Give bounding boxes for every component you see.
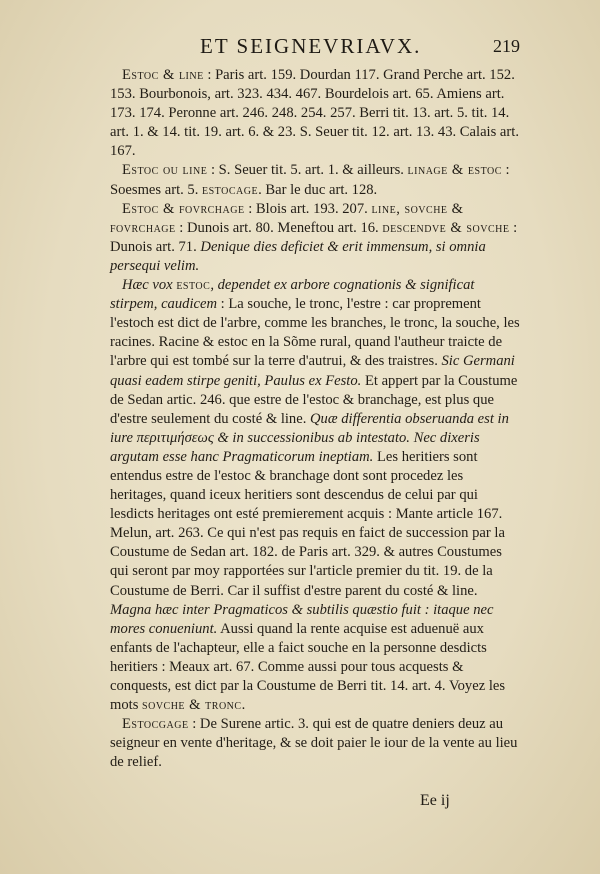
entry-term: line, sovche & fovrchage — [110, 200, 464, 236]
page-header — [110, 34, 520, 60]
running-head: ET SEIGNEVRIAVX. — [200, 34, 422, 58]
entry-term: descendve & sovche — [382, 219, 510, 236]
entry-term: Estocgage — [122, 716, 189, 733]
text-run: Et appert par la Coustume de Sedan artic. 246. que estre de l'estoc & branchage, est plus que d'estre seulement du costé & line. — [110, 372, 518, 427]
paragraph — [110, 715, 520, 772]
entry-term: estocage — [202, 181, 259, 198]
entry-term: Estoc & fovrchage — [122, 200, 245, 217]
text-run: : Blois art. 193. 207. — [244, 200, 372, 217]
latin-text: Denique dies deficiet & erit immensum, si omnia persequi velim. — [110, 238, 486, 274]
entry-term: linage & estoc — [407, 162, 502, 179]
paragraph — [110, 66, 520, 161]
text-run: : Dunois art. 80. Meneftou art. 16. — [175, 219, 383, 236]
paragraph — [110, 276, 520, 715]
signature-mark: Ee ij — [420, 792, 450, 809]
text-run: . — [241, 697, 246, 714]
text-run: Les heritiers sont entendus estre de l'estoc & branchage dont sont procedez les heritages, quand iceux heritiers sont descendus de celui par qui lesdicts heritages ont esté premierement acquis : Mante article 167. Melun, art. 263. Ce qui n'est pas requis en faict de succession par la Coustume de Sedan art. 182. de Paris art. 329. & autres Coustumes qui seront par moy rapportées sur l'article premier du tit. 19. de la Coustume de Berri. Car il suffist d'estre parent du costé & line. — [110, 448, 505, 599]
text-run: : Soesmes art. 5. — [110, 162, 510, 198]
latin-text: Magna hæc inter Pragmaticos & subtilis quæstio fuit : itaque nec mores conueniunt. — [110, 601, 494, 637]
text-run: Aussi quand la rente acquise est aduenuë aux enfants de l'achapteur, elle a faict souche en la personne desdicts heritiers : Meaux art. 67. Comme aussi pour tous acquests & conquests, est dict par la Coustume de Berri tit. 14. art. 4. Voyez les mots — [110, 620, 506, 714]
text-run: : De Surene artic. 3. qui est de quatre deniers deuz au seigneur en vente d'heritage, & se doit paier le iour de la vente au lieu de relief. — [110, 716, 518, 771]
body-text — [110, 66, 520, 772]
latin-text: Hæc vox — [122, 277, 177, 294]
text-run: : Dunois art. 71. — [110, 219, 518, 255]
latin-text: Quæ differentia obseruanda est in iure περιτιμήσεως & in successionibus ab intestato. Nec dixeris argutam esse hanc Pragmaticorum ineptiam. — [110, 410, 509, 465]
page-number: 219 — [493, 36, 520, 56]
text-run: : S. Seuer tit. 5. art. 1. & ailleurs. — [207, 162, 408, 179]
entry-term: Estoc ou line — [122, 162, 208, 179]
entry-term: Estoc & line — [122, 67, 204, 83]
paragraph — [110, 200, 520, 276]
latin-text: Sic Germani quasi eadem stirpe geniti, Paulus ex Festo. — [110, 353, 515, 389]
text-run: : La souche, le tronc, l'estre : car proprement l'estoch est dict de l'arbre, comme les branches, le tronc, la souche, les racines. Racine & estoc en la Sõme rural, quand l'autheur traicte de l'arbre qui est tombé sur la terre d'autrui, & des traistres. — [110, 296, 520, 370]
entry-term: estoc — [176, 277, 211, 294]
paragraph — [110, 161, 520, 199]
text-run: . Bar le duc art. 128. — [258, 181, 378, 198]
latin-text: , dependet ex arbore cognationis & significat stirpem, caudicem — [110, 277, 475, 313]
entry-term: sovche & tronc — [142, 697, 242, 714]
text-run: : Paris art. 159. Dourdan 117. Grand Perche art. 152. 153. Bourbonois, art. 323. 434. 467. Bourdelois art. 65. Amiens art. 173. 174. Peronne art. 246. 248. 254. 257. Berri tit. 13. art. 5. tit. 14. art. 1. & 14. tit. 19. art. 6. & 23. S. Seuer tit. 12. art. 13. 43. Calais art. 167. — [110, 67, 519, 160]
